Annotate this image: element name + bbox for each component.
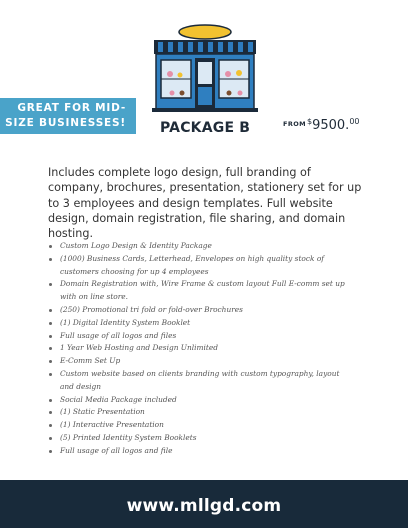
feature-item: (1000) Business Cards, Letterhead, Envelopes on high quality stock of customers choosing for up 4 employees xyxy=(48,253,348,279)
feature-item: Full usage of all logos and file xyxy=(48,445,348,458)
feature-item: (5) Printed Identity System Booklets xyxy=(48,432,348,445)
feature-list xyxy=(48,240,348,458)
package-price xyxy=(307,118,360,133)
feature-item: (1) Digital Identity System Booklet xyxy=(48,317,348,330)
feature-item: E-Comm Set Up xyxy=(48,355,348,368)
price-whole: 9500. xyxy=(312,118,350,133)
feature-item: (1) Interactive Presentation xyxy=(48,419,348,432)
feature-item: Domain Registration with, Wire Frame & custom layout Full E-comm set up with on line store. xyxy=(48,278,348,304)
feature-item: (250) Promotional tri fold or fold-over Brochures xyxy=(48,304,348,317)
price-from-label: FROM xyxy=(283,120,307,128)
price-currency: $ xyxy=(307,117,313,126)
badge-line-2: SIZE BUSINESSES! xyxy=(5,117,126,129)
audience-badge xyxy=(0,98,136,134)
price-cents: 00 xyxy=(349,117,360,126)
package-title: PACKAGE B xyxy=(160,120,251,136)
feature-item: Custom website based on clients branding with custom typography, layout and design xyxy=(48,368,348,394)
storefront-icon xyxy=(150,23,260,113)
website-link[interactable]: www.mllgd.com xyxy=(126,496,282,516)
feature-item: Custom Logo Design & Identity Package xyxy=(48,240,348,253)
package-description: Includes complete logo design, full branding of company, brochures, presentation, stationery set for up to 3 employees and design templates. Full website design, domain registration, file sharing, and domain hosting. xyxy=(48,166,362,241)
feature-item: 1 Year Web Hosting and Design Unlimited xyxy=(48,342,348,355)
feature-item: (1) Static Presentation xyxy=(48,406,348,419)
footer-bar xyxy=(0,480,408,528)
badge-line-1: GREAT FOR MID- xyxy=(17,102,126,114)
feature-item: Full usage of all logos and files xyxy=(48,330,348,343)
feature-item: Social Media Package included xyxy=(48,394,348,407)
